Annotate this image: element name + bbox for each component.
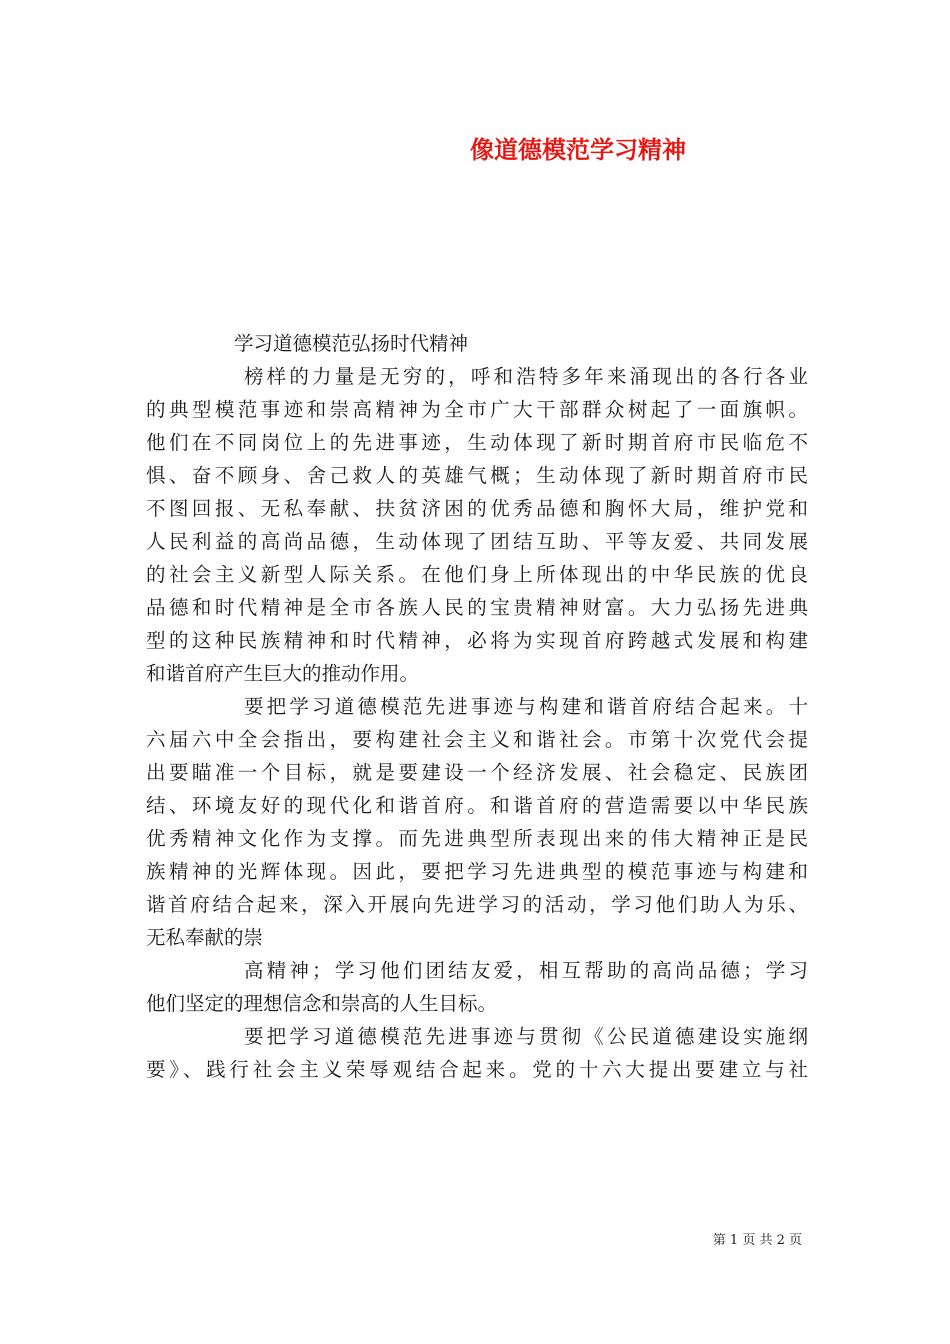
subtitle: 学习道德模范弘扬时代精神 (234, 332, 469, 355)
paragraph-line: 高精神；学习他们团结友爱，相互帮助的高尚品德；学习 (244, 959, 808, 982)
paragraph-line: 要》、践行社会主义荣辱观结合起来。党的十六大提出要建立与社 (146, 1058, 808, 1081)
paragraph-line: 族精神的光辉体现。因此，要把学习先进典型的模范事迹与构建和 (146, 860, 808, 883)
paragraph-line: 和谐首府产生巨大的推动作用。 (146, 662, 420, 685)
paragraph-line: 型的这种民族精神和时代精神，必将为实现首府跨越式发展和构建 (146, 629, 808, 652)
paragraph-line: 惧、奋不顾身、舍己救人的英雄气概；生动体现了新时期首府市民 (146, 464, 808, 487)
paragraph-line: 出要瞄准一个目标，就是要建设一个经济发展、社会稳定、民族团 (146, 761, 808, 784)
paragraph-line: 榜样的力量是无穷的，呼和浩特多年来涌现出的各行各业 (244, 365, 808, 388)
paragraph-line: 人民利益的高尚品德，生动体现了团结互助、平等友爱、共同发展 (146, 530, 808, 553)
paragraph-line: 要把学习道德模范先进事迹与构建和谐首府结合起来。十 (244, 695, 808, 718)
page-number-footer: 第 1 页 共 2 页 (712, 1233, 802, 1248)
paragraph-line: 无私奉献的崇 (146, 926, 264, 949)
paragraph-line: 谐首府结合起来，深入开展向先进学习的活动，学习他们助人为乐、 (146, 893, 808, 916)
paragraph-line: 结、环境友好的现代化和谐首府。和谐首府的营造需要以中华民族 (146, 794, 808, 817)
paragraph-line: 优秀精神文化作为支撑。而先进典型所表现出来的伟大精神正是民 (146, 827, 808, 850)
paragraph-line: 不图回报、无私奉献、扶贫济困的优秀品德和胸怀大局，维护党和 (146, 497, 808, 520)
paragraph-line: 六届六中全会指出，要构建社会主义和谐社会。市第十次党代会提 (146, 728, 808, 751)
paragraph-line: 要把学习道德模范先进事迹与贯彻《公民道德建设实施纲 (244, 1025, 808, 1048)
page-title: 像道德模范学习精神 (470, 136, 686, 164)
document-body (146, 327, 808, 1086)
paragraph-line: 的社会主义新型人际关系。在他们身上所体现出的中华民族的优良 (146, 563, 808, 586)
paragraph-line: 他们在不同岗位上的先进事迹，生动体现了新时期首府市民临危不 (146, 431, 808, 454)
paragraph-line: 他们坚定的理想信念和崇高的人生目标。 (146, 992, 498, 1015)
paragraph-line: 的典型模范事迹和崇高精神为全市广大干部群众树起了一面旗帜。 (146, 398, 808, 421)
paragraph-line: 品德和时代精神是全市各族人民的宝贵精神财富。大力弘扬先进典 (146, 596, 808, 619)
